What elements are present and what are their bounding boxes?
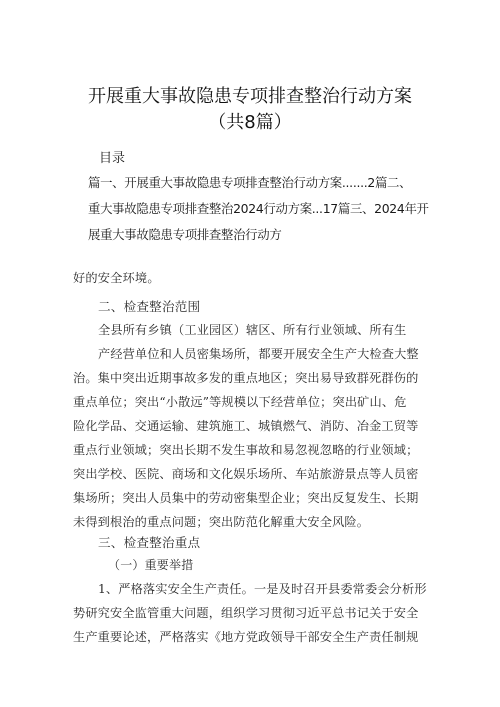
toc-line: 展重大事故隐患专项排查整治行动方: [88, 227, 282, 242]
paragraph-line: 险化学品、交通运输、建筑施工、城镇燃气、消防、冶金工贸等: [73, 419, 419, 433]
paragraph-line: 集场所；突出人员集中的劳动密集型企业；突出反复发生、长期: [73, 491, 419, 505]
paragraph-line: 重点单位；突出“小散远”等规模以下经营单位；突出矿山、危: [73, 395, 407, 409]
toc-line: 重大事故隐患专项排查整治2024行动方案...17篇三、2024年开: [88, 201, 429, 216]
document-title: 开展重大事故隐患专项排查整治行动方案: [88, 86, 412, 107]
paragraph-line: 未得到根治的重点问题；突出防范化解重大安全风险。: [73, 515, 370, 529]
paragraph-line: 重点行业领域；突出长期不发生事故和易忽视忽略的行业领域；: [73, 443, 419, 457]
paragraph-line: 突出学校、医院、商场和文化娱乐场所、车站旅游景点等人员密: [73, 467, 419, 481]
subsection-heading: （一）重要举措: [108, 558, 194, 572]
paragraph-line: 势研究安全监管重大问题，组织学习贯彻习近平总书记关于安全: [73, 606, 419, 620]
toc-line: 篇一、开展重大事故隐患专项排查整治行动方案.......2篇二、: [88, 175, 412, 190]
intro-fragment: 好的安全环境。: [73, 271, 160, 285]
paragraph-line: 1、严格落实安全生产责任。一是及时召开县委常委会分析形: [98, 582, 427, 596]
paragraph-line: 产经营单位和人员密集场所，都要开展安全生产大检查大整: [98, 347, 419, 361]
section-heading: 二、检查整治范围: [98, 299, 201, 314]
document-subtitle: （共8篇）: [208, 112, 292, 133]
paragraph-line: 治。集中突出近期事故多发的重点地区；突出易导致群死群伤的: [73, 371, 419, 385]
section-heading: 三、检查整治重点: [98, 535, 201, 550]
paragraph-line: 生产重要论述，严格落实《地方党政领导干部安全生产责任制规: [73, 630, 419, 644]
paragraph-line: 全县所有乡镇（工业园区）辖区、所有行业领域、所有生: [98, 323, 407, 337]
toc-heading: 目录: [99, 151, 126, 166]
